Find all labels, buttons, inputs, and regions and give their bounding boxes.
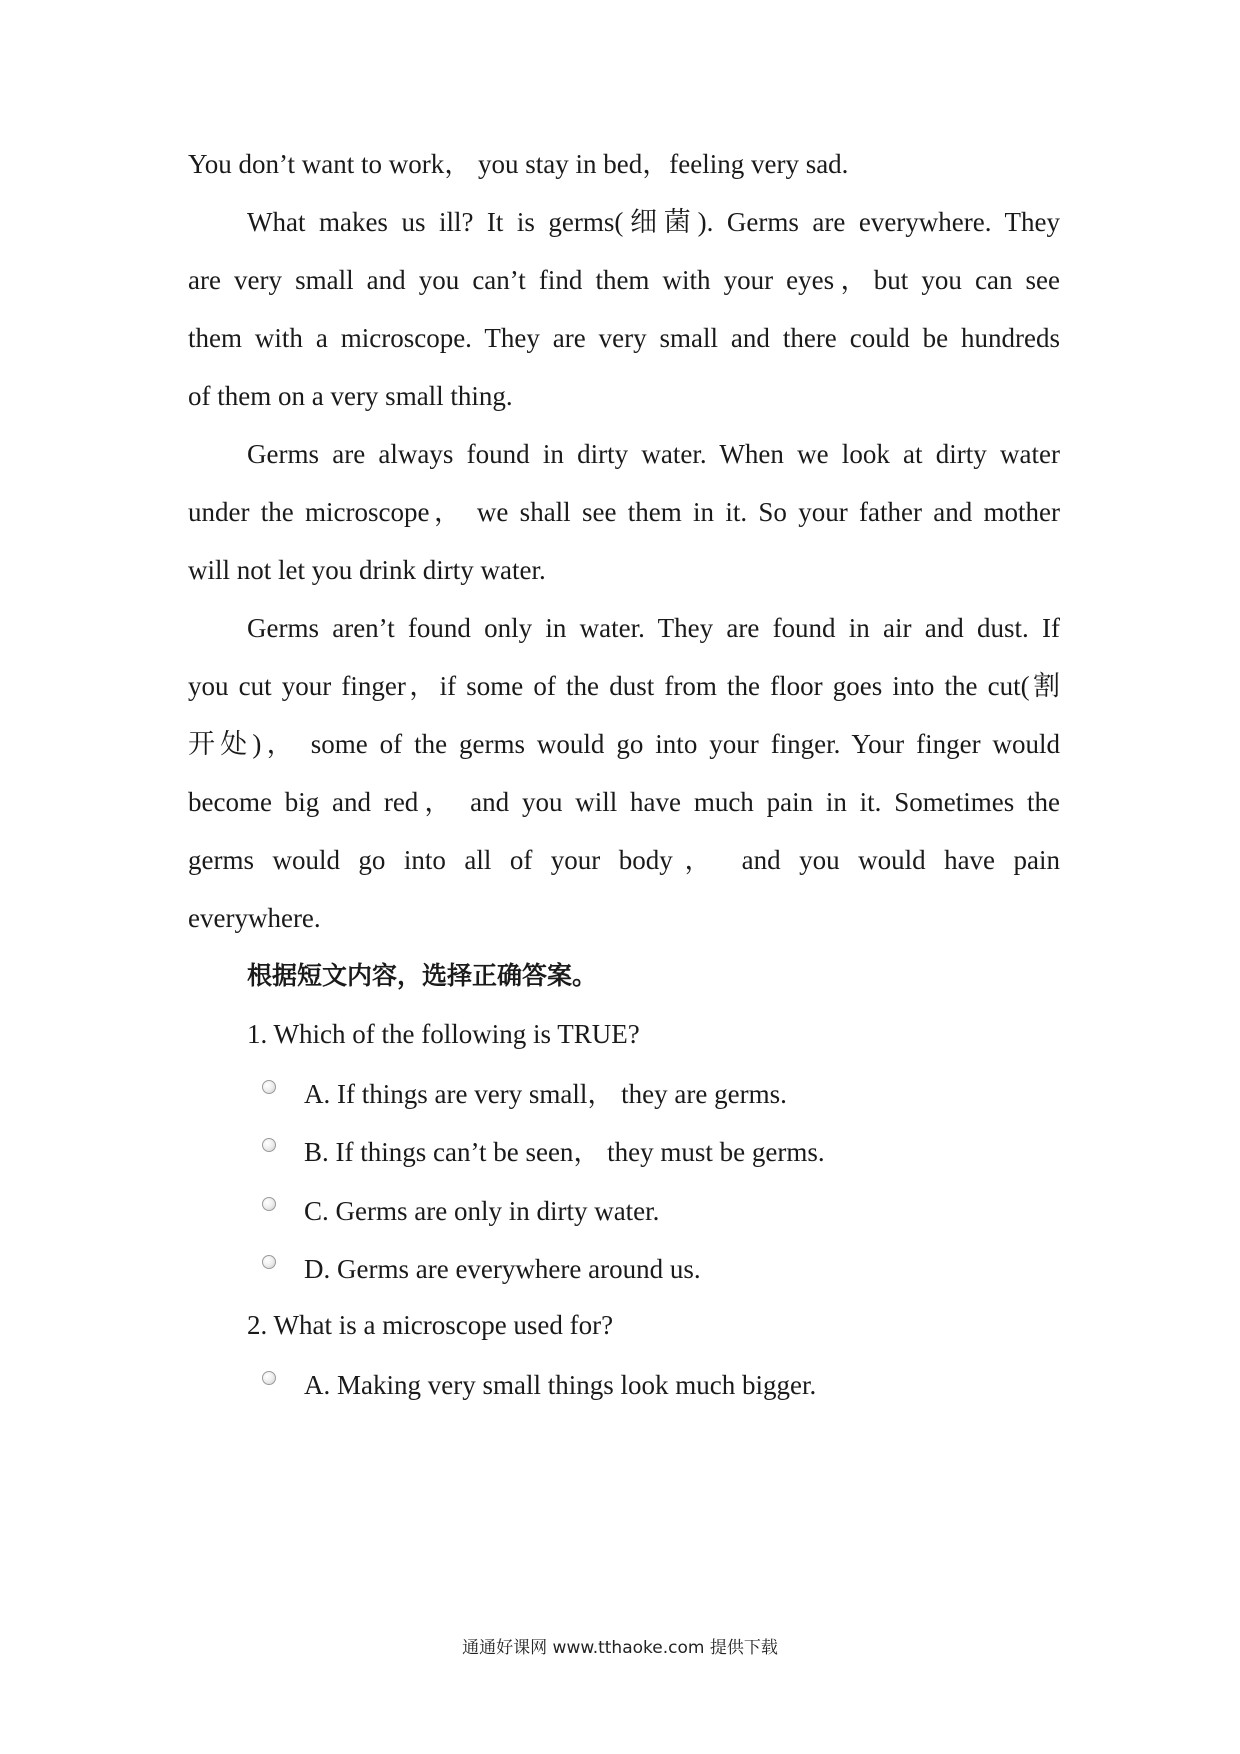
radio-button-icon[interactable] (262, 1371, 276, 1385)
passage-line: of them on a very small thing. (188, 381, 513, 411)
option-label: C. Germs are only in dirty water. (304, 1196, 660, 1226)
option-label: D. Germs are everywhere around us. (304, 1254, 701, 1284)
question-2-prompt: 2. What is a microscope used for? (247, 1310, 614, 1340)
question-1-prompt: 1. Which of the following is TRUE? (247, 1019, 640, 1049)
instruction-heading: 根据短文内容，选择正确答案。 (247, 961, 598, 990)
passage-line: You don’t want to work， you stay in bed，feeling very sad. (188, 149, 849, 179)
question-1-option-b[interactable] (262, 1132, 825, 1172)
radio-button-icon[interactable] (262, 1080, 276, 1094)
passage-line: them with a microscope. They are very small and there could be hundreds (188, 323, 1060, 353)
option-label: A. If things are very small， they are germs. (304, 1079, 787, 1109)
passage-line: What makes us ill? It is germs(细菌). Germs are everywhere. They (247, 207, 1060, 237)
passage-line: will not let you drink dirty water. (188, 555, 546, 585)
passage-line: germs would go into all of your body， and you would have pain (188, 845, 1060, 875)
page-footer: 通通好课网 www.tthaoke.com 提供下载 (462, 1638, 778, 1658)
question-1-option-c[interactable] (262, 1191, 659, 1231)
question-1-option-a[interactable] (262, 1074, 787, 1114)
radio-button-icon[interactable] (262, 1138, 276, 1152)
passage-line: you cut your finger，if some of the dust from the floor goes into the cut(割 (188, 671, 1060, 701)
passage-line: Germs are always found in dirty water. When we look at dirty water (247, 439, 1060, 469)
passage-line: Germs aren’t found only in water. They are found in air and dust. If (247, 613, 1060, 643)
passage-line: everywhere. (188, 903, 321, 933)
passage-line: 开处)， some of the germs would go into your finger. Your finger would (188, 729, 1060, 759)
option-label: A. Making very small things look much bigger. (304, 1370, 817, 1400)
passage-line: become big and red， and you will have much pain in it. Sometimes the (188, 787, 1060, 817)
question-1-option-d[interactable] (262, 1249, 701, 1289)
question-2-option-a[interactable] (262, 1365, 816, 1405)
passage-line: under the microscope， we shall see them in it. So your father and mother (188, 497, 1060, 527)
radio-button-icon[interactable] (262, 1255, 276, 1269)
radio-button-icon[interactable] (262, 1197, 276, 1211)
option-label: B. If things can’t be seen， they must be germs. (304, 1137, 825, 1167)
passage-line: are very small and you can’t find them with your eyes，but you can see (188, 265, 1060, 295)
